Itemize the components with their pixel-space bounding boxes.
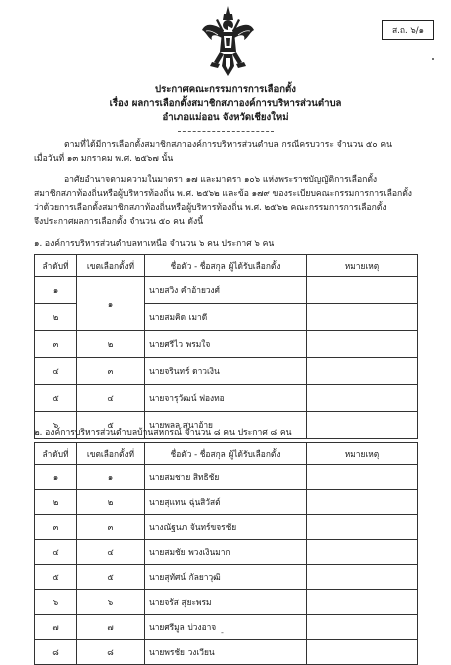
order-cell: ๒ (35, 490, 77, 515)
intro-paragraph-line: เมื่อวันที่ ๑๓ มกราคม พ.ศ. ๒๕๖๗ นั้น (34, 154, 174, 164)
note-cell (307, 565, 418, 590)
name-cell: นายสมชาย สิทธิชัย (145, 465, 307, 490)
order-cell: ๖ (35, 590, 77, 615)
table-row (35, 590, 418, 615)
column-header-order: ลำดับที่ (35, 255, 77, 277)
table-row (35, 465, 418, 490)
table-row (35, 331, 418, 358)
form-code-box: ส.ถ. ๖/๑ (382, 20, 434, 40)
note-cell (307, 331, 418, 358)
column-header-order: ลำดับที่ (35, 443, 77, 465)
note-cell (307, 640, 418, 665)
table-header-row (35, 255, 418, 277)
authority-paragraph-line: สมาชิกสภาท้องถิ่นหรือผู้บริหารท้องถิ่น พ.ศ. ๒๕๖๒ และข้อ ๑๗๙ ของระเบียบคณะกรรมการการเลือกตั้ง (34, 189, 412, 199)
order-cell: ๔ (35, 540, 77, 565)
unit-cell: ๑ (77, 277, 145, 331)
unit-cell: ๑ (77, 465, 145, 490)
name-cell: นายจรินทร์ ดาวเงิน (145, 358, 307, 385)
unit-cell: ๖ (77, 590, 145, 615)
name-cell: นายสมชัย พวงเงินมาก (145, 540, 307, 565)
table-row (35, 565, 418, 590)
unit-cell: ๓ (77, 515, 145, 540)
table-row (35, 615, 418, 640)
unit-cell: ๓ (77, 358, 145, 385)
note-cell (307, 590, 418, 615)
column-header-note: หมายเหตุ (307, 255, 418, 277)
announcement-title: ประกาศคณะกรรมการการเลือกตั้ง (155, 84, 296, 95)
order-cell: ๒ (35, 304, 77, 331)
unit-cell: ๕ (77, 565, 145, 590)
note-cell (307, 490, 418, 515)
table-row (35, 490, 418, 515)
table-row (35, 540, 418, 565)
note-cell (307, 412, 418, 439)
order-cell: ๓ (35, 331, 77, 358)
unit-cell: ๒ (77, 490, 145, 515)
name-cell: นายสุแทน ฉุ่นสิวัสต์ (145, 490, 307, 515)
order-cell: ๔ (35, 358, 77, 385)
order-cell: ๑ (35, 277, 77, 304)
table-row (35, 277, 418, 304)
authority-paragraph-line: ว่าด้วยการเลือกตั้งสมาชิกสภาท้องถิ่นหรือผู้บริหารท้องถิ่น พ.ศ. ๒๕๖๒ คณะกรรมการการเลือกตั้ง (34, 203, 387, 213)
name-cell: นายศรีมูล บ่วงอาจ (145, 615, 307, 640)
name-cell: นายพลล สุนาอ้าย (145, 412, 307, 439)
order-cell: ๘ (35, 640, 77, 665)
name-cell: นายสุทัศน์ กัลยาวุฒิ (145, 565, 307, 590)
name-cell: นายจรัส สุยะพรม (145, 590, 307, 615)
note-cell (307, 304, 418, 331)
table-row (35, 358, 418, 385)
table-row (35, 515, 418, 540)
name-cell: นายสวิง คำอ้ายวงศ์ (145, 277, 307, 304)
unit-cell: ๗ (77, 615, 145, 640)
intro-paragraph-line: ตามที่ได้มีการเลือกตั้งสมาชิกสภาองค์การบริหารส่วนตำบล กรณีครบวาระ จำนวน ๕๐ คน (64, 140, 393, 150)
speck-mark (432, 58, 434, 60)
announcement-subject: เรื่อง ผลการเลือกตั้งสมาชิกสภาองค์การบริหารส่วนตำบล (109, 98, 342, 109)
name-cell: นายสมคิด เมาดี (145, 304, 307, 331)
table-row (35, 385, 418, 412)
note-cell (307, 385, 418, 412)
order-cell: ๖ (35, 412, 77, 439)
order-cell: ๕ (35, 385, 77, 412)
note-cell (307, 615, 418, 640)
section-title: ๑. องค์การบริหารส่วนตำบลทาเหนือ จำนวน ๖ คน ประกาศ ๖ คน (34, 239, 275, 249)
order-cell: ๓ (35, 515, 77, 540)
note-cell (307, 540, 418, 565)
authority-paragraph-line: อาศัยอำนาจตามความในมาตรา ๑๗ และมาตรา ๑๐๖ แห่งพระราชบัญญัติการเลือกตั้ง (64, 175, 378, 185)
garuda-emblem-icon (200, 4, 256, 80)
unit-cell: ๘ (77, 640, 145, 665)
header-divider (178, 131, 274, 132)
column-header-note: หมายเหตุ (307, 443, 418, 465)
name-cell: นายศรีไว พรมใจ (145, 331, 307, 358)
order-cell: ๑ (35, 465, 77, 490)
note-cell (307, 277, 418, 304)
note-cell (307, 358, 418, 385)
unit-cell: ๒ (77, 331, 145, 358)
results-table (34, 254, 418, 439)
column-header-unit: เขตเลือกตั้งที่ (77, 443, 145, 465)
column-header-name: ชื่อตัว - ชื่อสกุล ผู้ได้รับเลือกตั้ง (145, 443, 307, 465)
table-row (35, 640, 418, 665)
note-cell (307, 515, 418, 540)
note-cell (307, 465, 418, 490)
order-cell: ๕ (35, 565, 77, 590)
section-title: ๒. องค์การบริหารส่วนตำบลบ้านสหกรณ์ จำนวน ๘ คน ประกาศ ๘ คน (34, 428, 292, 438)
page-mark: - (221, 628, 224, 637)
column-header-unit: เขตเลือกตั้งที่ (77, 255, 145, 277)
results-table (34, 442, 418, 665)
unit-cell: ๕ (77, 412, 145, 439)
name-cell: นางณัฐนภ จันทร์ขจรชัย (145, 515, 307, 540)
announcement-district: อำเภอแม่ออน จังหวัดเชียงใหม่ (162, 112, 289, 123)
table-header-row (35, 443, 418, 465)
unit-cell: ๔ (77, 385, 145, 412)
name-cell: นายพรชัย วงเวียน (145, 640, 307, 665)
unit-cell: ๔ (77, 540, 145, 565)
authority-paragraph-line: จึงประกาศผลการเลือกตั้ง จำนวน ๕๐ คน ดังนี้ (34, 217, 204, 227)
column-header-name: ชื่อตัว - ชื่อสกุล ผู้ได้รับเลือกตั้ง (145, 255, 307, 277)
name-cell: นายจารุวัฒน์ ฟองทอ (145, 385, 307, 412)
order-cell: ๗ (35, 615, 77, 640)
